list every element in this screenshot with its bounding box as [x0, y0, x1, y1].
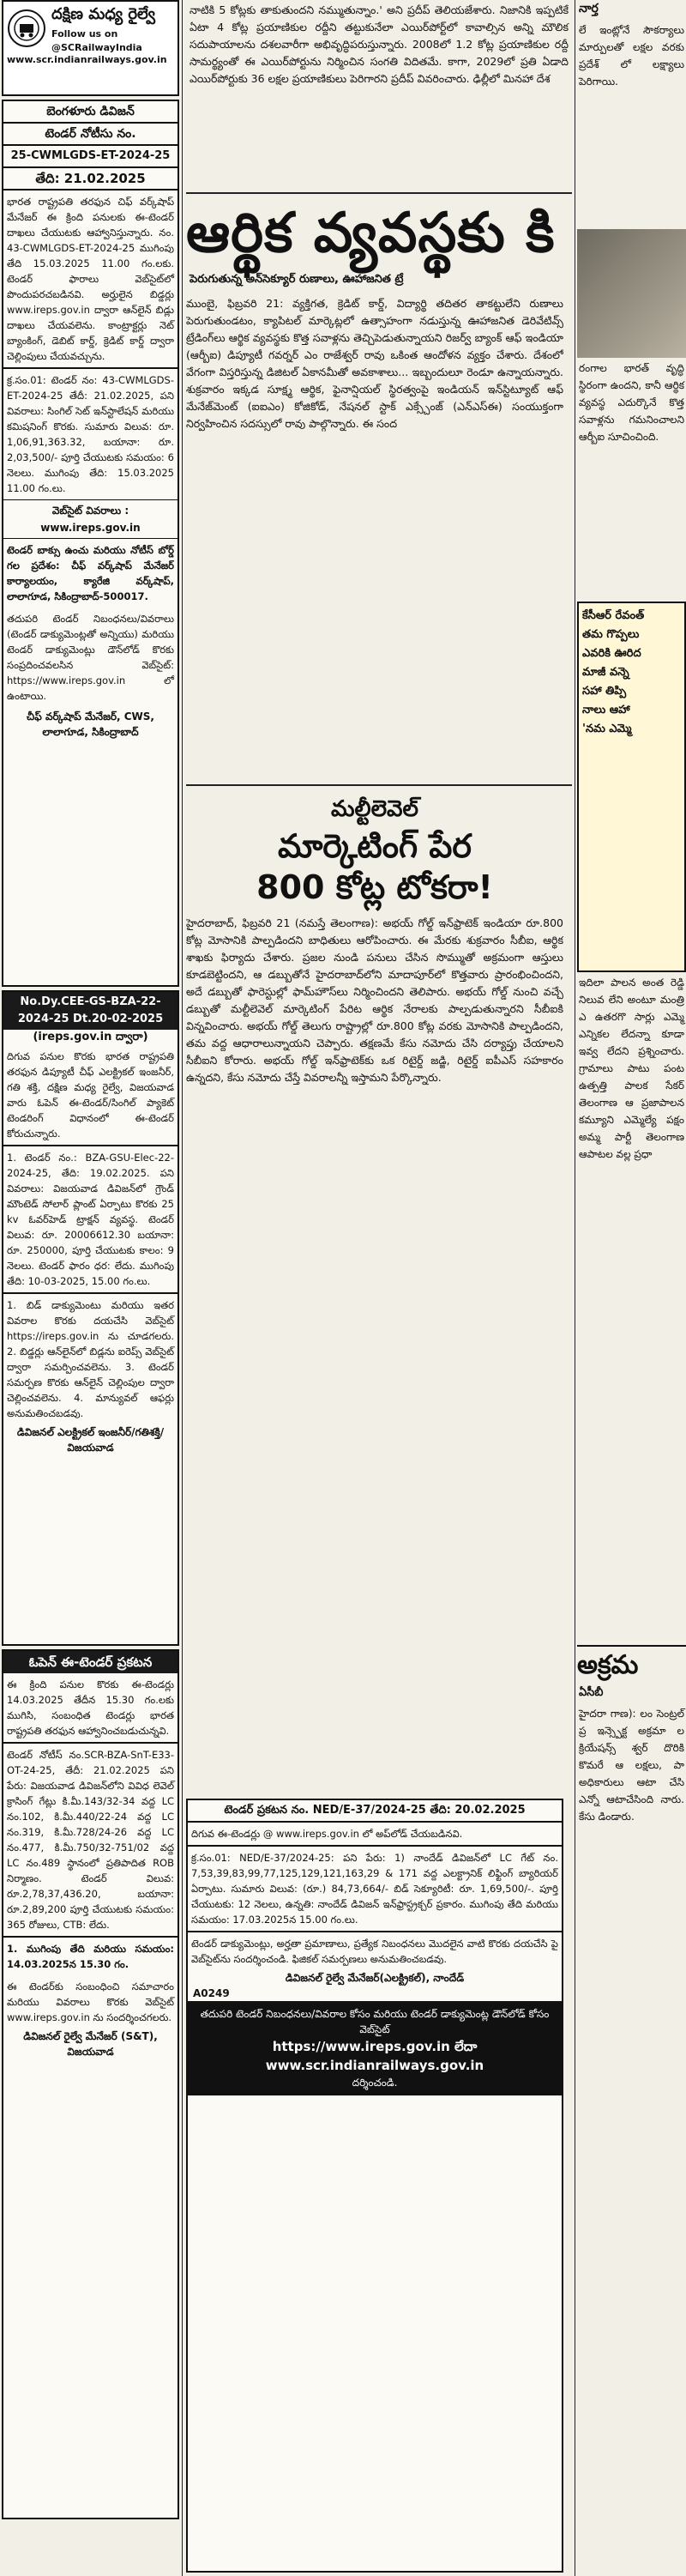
tender-number: 25-CWMLGDS-ET-2024-25: [3, 146, 178, 168]
column-left: [2, 0, 179, 2576]
tender2-notes: 1. బిడ్ డాక్యుమెంటు మరియు ఇతర వివరాల కొరకు దయచేసి వెబ్‌సైట్ https://ireps.gov.in ను చూడగలరు. 2. బిడ్డర్లు ఆన్‌లైన్‌లో బిడ్లను ఐరెప్స్ వెబ్‌సైట్ ద్వారా సమర్పించవలెను. 3. టెండర్ సమర్పణ కొరకు ఆన్‌లైన్ చెల్లింపుల ద్వారా చెల్లించవలెను. 4. మాన్యువల్ ఆఫర్లు అనుమతించబడవు.: [3, 1292, 178, 1424]
follow-handle: Follow us on @SCRailwayIndia: [51, 28, 142, 53]
tender2-body: దిగువ పనుల కొరకు భారత రాష్ట్రపతి తరఫున డిప్యూటీ చీఫ్ ఎలక్ట్రికల్ ఇంజనీర్, గతి శక్తి, దక్షిణ మధ్య రైల్వే, విజయవాడ వారు ఓపెన్ ఈ-టెండర్/సింగిల్ ప్యాకెట్ టెండరింగ్ విధానంలో ఈ-టెండర్ కోరుచున్నారు.: [7, 1050, 174, 1140]
tender-office-note: తదుపరి టెండర్ నిబంధనలు/వివరాలు (టెండర్ డాక్యుమెంట్లతో అన్నియు) మరియు టెండర్ డాక్యుమెంట్లు డౌన్‌లోడ్ కొరకు సంప్రదించవలసిన వెబ్‌సైట్: https://www.ireps.gov.in లో ఉంటాయి.: [7, 613, 174, 702]
tender3-note: ఈ టెండర్‌కు సంబంధించి సమాచారం మరియు వివరాలు కొరకు వెబ్‌సైట్ www.ireps.gov.in ను సందర్శించగలరు.: [7, 1980, 174, 2023]
tender4-footer-block: [188, 2001, 562, 2095]
tender3-details: టెండర్ నోటీస్ నం.SCR-BZA-SnT-E33-OT-24-25, తేదీ: 21.02.2025 పని పేరు: విజయవాడ డివిజన్‌లోని వివిధ లెవెల్ క్రాసింగ్ గేట్లు కి.మీ.143/32-34 వద్ద LC నం.102, కి.మీ.440/22-24 వద్ద LC నం.319, కి.మీ.728/24-26 వద్ద LC నం.477, కి.మీ.750/32-751/02 వద్ద LC నం.489 స్థానంలో ప్రతిపాదిత ROB నిర్మాణం. టెండర్ విలువ: రూ.2,78,37,436.20, బయానా: రూ.2,89,200 పూర్తి చేయుటకు సమయం: 365 రోజులు, CTB: లేదు.: [3, 1742, 178, 1936]
tender-details: క్ర.సం.01: టెండర్ నం: 43-CWMLGDS-ET-2024-25 తేదీ: 21.02.2025, పని వివరాలు: సింగిల్ సెట్ ఇన్‌స్టాలేషన్ మరియు కమిషనింగ్ కొరకు. సుమారు విలువ: రూ. 1,06,91,363.32, బయానా: రూ. 2,03,500/- పూర్తి చేయుటకు సమయం: 6 నెలలు. ముగింపు తేది: 15.03.2025 11.00 గం.లు.: [3, 367, 178, 499]
division-title: బెంగళూరు డివిజన్: [3, 101, 178, 124]
mlm-kicker: మల్టీలెవెల్: [331, 796, 418, 822]
right-body-4: హైదరా గాణ): లం సెంట్రల్ ప్ర ఇన్స్పెక్ట అక్రమా ల క్రియేషన్స్ శ్వర్ దొరికి కొమరే ఆ లక్షలు, పా అధికారులు ఆటా చేసి ఎన్నో ఆటాచేసింది నారు. కేసు డిండారు.: [579, 1708, 684, 1823]
section-divider: [186, 784, 572, 786]
airport-article-tail: నాటికి 5 కోట్లకు తాకుతుందని నమ్ముతున్నాం.' అని ప్రదీప్ తెలియజేశారు. నిజానికి ఇప్పటికే ఏటా 4 కోట్ల ప్రయాణికుల రద్దీని తట్టుకునేలా ఎయిర్‌పోర్ట్‌లో కావాల్సిన అన్ని మౌలిక సదుపాయాలను దశలవారీగా అభివృద్ధిపరుస్తున్నారు. 2008లో 1.2 కోట్ల ప్రయాణికుల రద్దీ సామర్థ్యంతో ఈ ఎయిర్‌పోర్టును నిర్మించిన సంగతి విదితమే. కాగా, 2029లో ప్రతి ఏడాది ఎయిర్‌పోర్టుకు 36 లక్షల ప్రయాణికులు పెరిగారని ప్రదీప్ వివరించారు. ఢిల్లీలో మినహా దేశ: [190, 3, 569, 85]
headline-economy: ఆర్థిక వ్యవస్థకు కి: [186, 202, 556, 265]
right-body-3: ఇదిలా పాలన అంత రెడ్డి నిలువ లేని అంటూ మంత్రి ఎ ఉతరగొ సార్లు ఎమ్మె ఎన్నికల లేదన్నా కూడా ఇవ్వ లేదని ప్రశ్నించారు. గ్రామాలు పాటు పంట ఉత్పత్తి పాలక సేకర్ తెలంగాణ ఆ ప్రజాపాలన కమ్యూని ఎమ్మెల్యే పక్షం అమ్మ పార్టీ తెలంగాణ ఆపాటల వల్ల ప్రధా: [579, 977, 684, 1160]
tender3-closing: 1. ముగింపు తేది మరియు సమయం: 14.03.2025న 15.30 గం.: [3, 1936, 178, 1975]
tender3-body: ఈ క్రింది పనుల కొరకు ఈ-టెండర్లు 14.03.2025 తేదీన 15.30 గం.లకు ముగిసి, సంబంధిత టెండర్లు భారత రాష్ట్రపతి తరఫున ఆహ్వానించబడుచున్నవి.: [7, 1678, 174, 1737]
promo-item: ఎవరికి ఊరిద: [582, 647, 641, 660]
scr-logo-block: [2, 0, 179, 96]
mlm-title-line2: 800 కోట్ల టోకరా!: [256, 868, 493, 906]
website-label[interactable]: వెబ్‌సైట్ వివరాలు : www.ireps.gov.in: [3, 499, 178, 539]
tender4-links[interactable]: https://www.ireps.gov.in లేదా www.scr.indianrailways.gov.in: [265, 2039, 484, 2073]
tender-notice-gatishakti: [2, 990, 179, 1646]
tender2-details: 1. టెండర్ నం.: BZA-GSU-Elec-22-2024-25, తేది: 19.02.2025. పని వివరాలు: విజయవాడ డివిజన్‌లో గ్రౌండ్ మౌంటెడ్ సోలార్ ప్లాంట్ ఏర్పాటు కొరకు 25 kv ఓవర్‌హెడ్ ట్రాక్షన్ వ్యవస్థ. టెండర్ విలువ: రూ. 20006612.30 బయానా: రూ. 250000, పూర్తి చేయుటకు కాలం: 9 నెలలు. టెండర్ ఫారం ధర: లేదు. ముగింపు తేది: 10-03-2025, 15.00 గం.లు.: [3, 1145, 178, 1292]
signature-snt: డివిజనల్ రైల్వే మేనేజర్ (S&T), విజయవాడ: [23, 2030, 158, 2058]
tender-body: భారత రాష్ట్రపతి తరఫున చిఫ్ వర్క్‌షాప్ మేనేజర్ ఈ క్రింది పనులకు ఈ-టెండర్ దాఖలు చేయుటకు ఆహ్వానిస్తున్నారు. నం. 43-CWMLGDS-ET-2024-25 ముగింపు తేది 15.03.2025 11.00 గం.లకు. టెండర్ ఫారాలు వెబ్‌సైట్‌లో పొందుపరచబడినవి. అర్హులైన బిడ్డర్లు www.ireps.gov.in ద్వారా ఆన్‌లైన్ బిడ్లు దాఖలు చేయవలెను. కాంట్రాక్టర్లు నెట్ బ్యాంకింగ్, డెబిట్ కార్డ్, క్రెడిట్ కార్డ్ ద్వారా చెల్లింపులు చేయవచ్చును.: [7, 196, 174, 362]
scr-website: www.scr.indianrailways.gov.in: [7, 54, 167, 65]
column-middle: [186, 0, 572, 2576]
tender-notice-cwml: [2, 100, 179, 987]
right-section-head: అక్రమ: [577, 1645, 686, 1684]
tender-title: టెండర్ నోటీసు నం.: [3, 124, 178, 146]
signature-gatishakti: డివిజనల్ ఎలక్ట్రికల్ ఇంజనీర్/గతిశక్తి/విజయవాడ: [16, 1426, 165, 1454]
headline-subhead: పెరుగుతున్న అన్‌సెక్యూర్ రుణాలు, ఊహాజనిత ట్రే: [190, 273, 404, 286]
promo-item: సహా తిప్పి: [582, 685, 627, 698]
tender4-code: A0249: [193, 1987, 230, 1999]
tender3-title: ఓపెన్ ఈ-టెండర్ ప్రకటన: [3, 1651, 178, 1673]
signature-cws: చీఫ్ వర్క్‌షాప్ మేనేజర్, CWS, లాలాగూడ, సికింద్రాబాద్: [27, 711, 154, 738]
tender4-footer-text: తదుపరి టెండర్ నిబంధనలు/వివరాల కోసం మరియు టెండర్ డాక్యుమెంట్ల డౌన్‌లోడ్ కోసం వెబ్‌సైట్: [200, 2008, 550, 2035]
tender4-signature: డివిజనల్ రైల్వే మేనేజర్(ఎలక్ట్రికల్), నాందేడ్: [285, 1972, 465, 1984]
tender4-details: క్ర.సం.01: NED/E-37/2024-25: పని పేరు: 1) నాందేడ్ డివిజన్‌లో LC గేట్ నం. 7,53,39,83,99,77,125,129,121,163,29 & 171 వద్ద ఎలక్ట్రానిక్ లిఫ్టింగ్ బ్యారియర్ ఏర్పాటు. సుమారు విలువ: (రూ.) 84,73,664/- బిడ్ సెక్యూరిటీ: రూ. 1,69,500/-. పూర్తి చేయుటకు: 12 నెలలు, ఉన్నతి: నాందేడ్ డివిజన్ ఇన్‌ఫ్రాస్ట్రక్చర్ ప్రకారం. ముగింపు తేది మరియు సమయం: 17.03.2025న 15.00 గం.లు.: [188, 1845, 562, 1931]
right-body-1: లే ఇంట్లోనే సౌకర్యాలు మార్పులతో లక్షల వరకు ప్రదేశ్ లో లక్ష్యాలు పెరిగాయి.: [579, 24, 684, 88]
org-name: దక్షిణ మధ్య రైల్వే: [51, 5, 156, 23]
promo-item: కేసీఆర్ రేవంత్: [582, 609, 645, 622]
top-fragment: నార్త: [579, 2, 599, 15]
promo-box: [577, 602, 686, 972]
right-body-2: రంగాల భారత్ వృద్ధి స్థిరంగా ఉందని, కానీ ఆర్థిక వ్యవస్థ ఎదుర్కొనే కొత్త సవాళ్లను గమనించాలని ఆర్బీఐ సూచించింది.: [579, 362, 684, 443]
right-bullet: ఏసీబీ: [579, 1686, 604, 1699]
promo-item: 'నమ ఎమ్మె: [582, 723, 632, 735]
tender4-body: దిగువ ఈ-టెండర్లు @ www.ireps.gov.in లో అప్‌లోడ్ చేయబడినవి.: [191, 1828, 463, 1840]
tender-notice-snt: [2, 1649, 179, 2519]
tender4-note: టెండర్ డాక్యుమెంట్లు, అర్హతా ప్రమాణాలు, ప్రత్యేక నిబంధనలు మొదలైన వాటి కొరకు దయచేసి పై వెబ్‌సైట్‌ను సందర్శించండి. ఫిజికల్ సమర్పణలు అనుమతించబడవు.: [188, 1931, 562, 1970]
tender-notice-nanded: [186, 1799, 563, 2573]
promo-item: నాలు ఆహా: [582, 704, 630, 717]
railway-emblem-icon: [7, 9, 46, 48]
tender-date: తేది: 21.02.2025: [3, 168, 178, 190]
column-right: [577, 0, 686, 2576]
tender2-number: No.Dy.CEE-GS-BZA-22-2024-25 Dt.20-02-2025: [3, 992, 178, 1030]
tender2-via: (ireps.gov.in ద్వారా): [33, 1031, 148, 1043]
rbi-article: ముంబై, ఫిబ్రవరి 21: వ్యక్తిగత, క్రెడిట్ కార్డ్, విద్యార్థి తదితర తాకట్టులేని రుణాలు పెరుగుతుండటం, క్యాపిటల్ మార్కెట్లలో ఉత్సాహంగా నడుస్తున్న ఊహాజనిత డెరివేటివ్స్ ట్రేడింగ్‌లు ఆర్థిక వ్యవస్థకు కొత్త సవాళ్లను తెచ్చిపెడుతున్నాయని రిజర్వ్ బ్యాంక్ ఆఫ్ ఇండియా (ఆర్బీఐ) డిప్యూటీ గవర్నర్ ఎం రాజేశ్వర్ రావు ఒకింత ఆందోళన వ్యక్తం చేశారు. దేశంలో వేగంగా విస్తరిస్తున్న డిజిటల్ ఏకానమీతో అవకాశాలు... ఇబ్బందులూ రెండూ ఉన్నాయన్నారు. శుక్రవారం ఇక్కడ సూక్ష్మ ఆర్థిక, ఫైనాన్షియల్ స్థిరత్వంపై ఇండియన్ ఇన్‌స్టిట్యూట్ ఆఫ్ మేనేజ్‌మెంట్ (ఐఐఎం) కోజికోడ్, నేషనల్ స్టాక్ ఎక్స్చేంజ్ (ఎన్‌ఎస్‌ఈ) సంయుక్తంగా నిర్వహించిన సదస్సులో రావు పాల్గొన్నారు. ఈ సంద: [186, 297, 563, 430]
column-divider: [182, 0, 183, 2576]
promo-item: మాజీ వన్నె: [582, 666, 629, 679]
mlm-article: హైదరాబాద్, ఫిబ్రవరి 21 (నమస్తే తెలంగాణ): అభయ్ గోల్డ్ ఇన్‌ఫ్రాటెక్ ఇండియా రూ.800 కోట్ల మోసానికి పాల్పడిందని బాధితులు ఆరోపించారు. ఈ మేరకు శుక్రవారం సీబీఐ, ఆర్థిక శాఖకు ఫిర్యాదు చేశారు. ప్రజల నుండి పనులు చేసిన సొమ్ముతో అక్రమంగా ఆస్తులు కూడబెట్టిందని, ఆ డబ్బుతోనే హైదరాబాద్‌లోని మాదాపూర్‌లో కొత్తవారు ప్రారంభించిందని, అదే డబ్బుతో ఫారెస్టుల్లో ఫామ్‌హౌస్‌లు నిర్మించిందని తెలిపారు. అభయ్ గోల్డ్ నుంచి వచ్చే డబ్బుతో మల్టీలెవెల్ మార్కెటింగ్ పేరిట ఆర్థిక నేరాలకు పాల్పడుతున్నారని సీబీఐకి విన్నవించారు. అభయ్ గోల్డ్ తెలుగు రాష్ట్రాల్లో రూ.800 కోట్ల వరకు మోసానికి పాల్పడిందని, తమ వద్ద ఆధారాలున్నాయని చెప్పారు. తక్షణమే కేసు నమోదు చేసి దర్యాప్తు చేయాలని సీబీఐని కోరారు. అభయ్ గోల్డ్ ఇన్‌ఫ్రాటెక్‌కు ఒక రిటైర్డ్ జడ్జి, రిటైర్డ్ ఐపీఎస్ సహకారం ఉన్నదని, కేసు నమోదు చేస్తే వివరాలన్నీ ఇస్తామని పేర్కొన్నారు.: [186, 916, 563, 1084]
section-divider: [186, 192, 572, 194]
tender4-number: టెండర్ ప్రకటన నం. NED/E-37/2024-25 తేది: 20.02.2025: [188, 1800, 562, 1823]
tender-office: టెండర్ బాక్సు ఉంచు మరియు నోటీస్ బోర్డ్ గల ప్రదేశం: చీఫ్ వర్క్‌షాప్ మేనేజర్ కార్యాలయం, క్యారేజి వర్క్‌షాప్, లాలాగూడ, సికింద్రాబాద్-500017.: [7, 544, 174, 602]
promo-item: తమ గొప్పలు: [582, 628, 640, 641]
photo-placeholder: [577, 229, 686, 358]
mlm-title-line1: మార్కెటింగ్ పేర: [278, 827, 472, 865]
tender4-visit: దర్శించండి.: [352, 2077, 398, 2089]
